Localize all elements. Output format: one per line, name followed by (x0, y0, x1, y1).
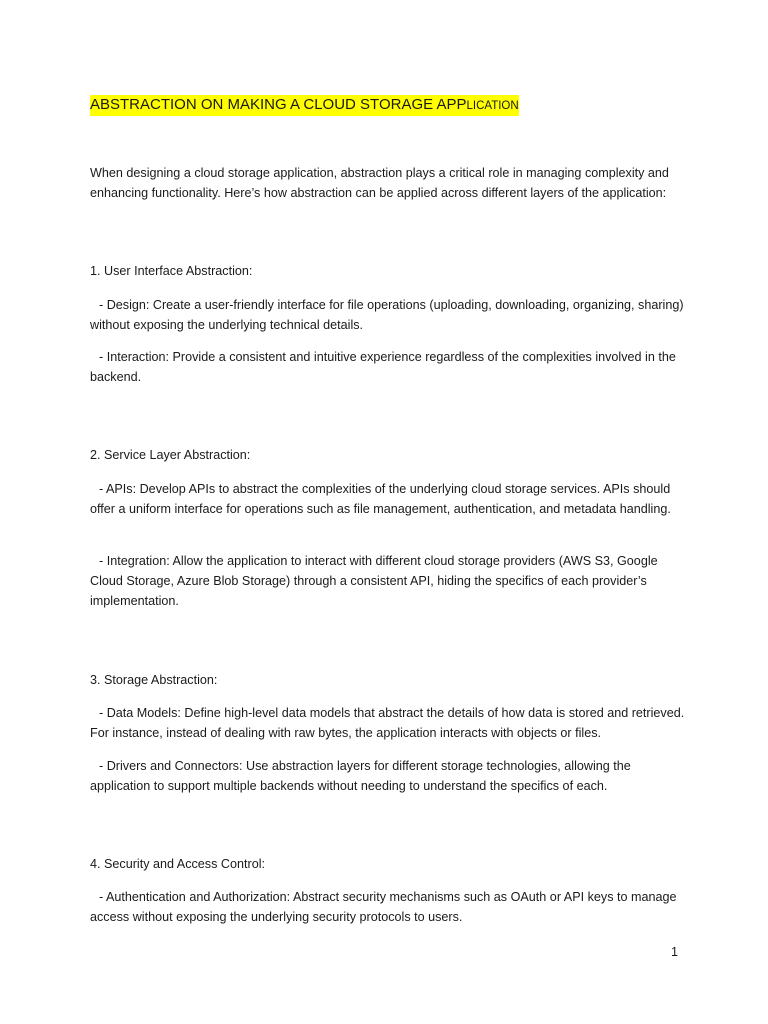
section-item-storage-data-models: - Data Models: Define high-level data models that abstract the details of how data is stored and retrieved. For instance, instead of dealing with raw bytes, the application interacts with objects or files. (90, 706, 685, 740)
intro-paragraph: When designing a cloud storage application, abstraction plays a critical role in managing complexity and enhancing functionality. Here’s how abstraction can be applied across different layers of the application: (90, 166, 669, 200)
section-item-storage-drivers: - Drivers and Connectors: Use abstraction layers for different storage technologies, allowing the application to support multiple backends without needing to understand the specifics of each. (90, 759, 631, 793)
title-main: ABSTRACTION ON MAKING A CLOUD STORAGE APP (90, 96, 467, 113)
section-heading-security: 4. Security and Access Control: (90, 857, 265, 871)
title-tail: LICATION (466, 100, 519, 112)
section-item-service-integration: - Integration: Allow the application to interact with different cloud storage providers (AWS S3, Google Cloud Storage, Azure Blob Storage) through a consistent API, hiding the specifics of each provider’s implementation. (90, 554, 658, 608)
section-item-service-apis: - APIs: Develop APIs to abstract the complexities of the underlying cloud storage services. APIs should offer a uniform interface for operations such as file management, authentication, and metadata handling. (90, 482, 671, 516)
section-item-ui-design: - Design: Create a user-friendly interface for file operations (uploading, downloading, organizing, sharing) without exposing the underlying technical details. (90, 298, 684, 332)
section-heading-service: 2. Service Layer Abstraction: (90, 448, 251, 462)
page-number: 1 (670, 945, 678, 959)
section-heading-ui: 1. User Interface Abstraction: (90, 264, 253, 278)
section-item-security-auth: - Authentication and Authorization: Abstract security mechanisms such as OAuth or API keys to manage access without exposing the underlying security protocols to users. (90, 890, 677, 924)
section-heading-storage: 3. Storage Abstraction: (90, 673, 218, 687)
section-item-ui-interaction: - Interaction: Provide a consistent and intuitive experience regardless of the complexities involved in the backend. (90, 350, 676, 384)
document-title (90, 95, 519, 116)
